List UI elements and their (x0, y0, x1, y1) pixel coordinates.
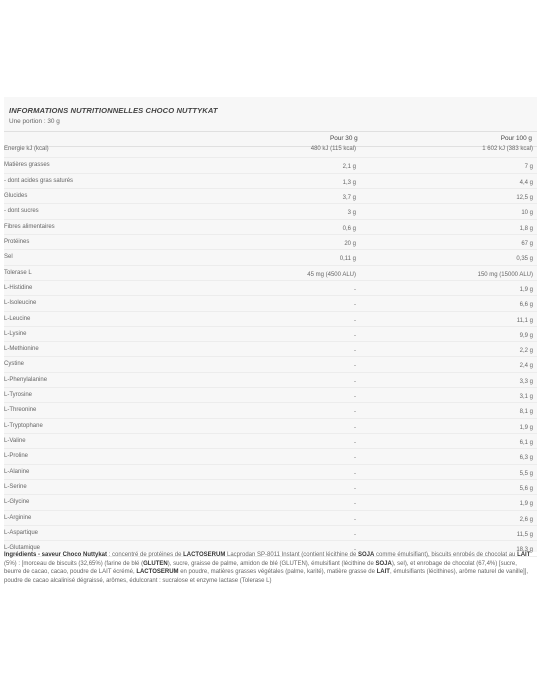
page-title: INFORMATIONS NUTRITIONNELLES CHOCO NUTTYKAT (9, 106, 218, 115)
value-per-100g: 7 g (524, 164, 533, 171)
nutrient-name: L-Arginine (4, 514, 32, 521)
nutrient-name: L-Lysine (4, 330, 27, 337)
value-per-portion: - (354, 486, 356, 493)
table-row (4, 174, 537, 189)
ingredient-highlight: GLUTEN (143, 560, 168, 567)
value-per-portion: 1,3 g (342, 179, 356, 186)
nutrient-name: L-Histidine (4, 284, 33, 291)
value-per-portion: - (354, 516, 356, 523)
ingredient-text: ), sucre, graisse de palme, amidon de blé (GLUTEN), émulsifiant (lécithine de (167, 560, 376, 567)
nutrient-name: L-Alanine (4, 468, 30, 475)
value-per-100g: 5,5 g (519, 470, 533, 477)
ingredient-text: : concentré de protéines de (107, 552, 184, 558)
value-per-100g: 1,9 g (519, 286, 533, 293)
nutrient-name: Tolerase L (4, 269, 32, 276)
ingredient-highlight: LACTOSERUM (183, 552, 226, 558)
nutrient-name: L-Serine (4, 484, 27, 491)
value-per-100g: 1 602 kJ (383 kcal) (482, 146, 533, 152)
column-header-per-portion: Pour 30 g (330, 135, 358, 142)
table-row (4, 357, 537, 372)
table-row (4, 388, 537, 403)
table-row (4, 403, 537, 418)
value-per-portion: - (354, 302, 356, 309)
ingredient-text: Lacprodan SP-8011 Instant (contient lécithine de (225, 552, 358, 558)
value-per-portion: - (354, 332, 356, 339)
nutrient-name: L-Leucine (4, 315, 31, 322)
nutrient-name: L-Glycine (4, 499, 30, 506)
value-per-100g: 8,1 g (519, 409, 533, 416)
value-per-100g: 5,6 g (519, 486, 533, 493)
value-per-100g: 2,2 g (519, 348, 533, 355)
table-row (4, 235, 537, 250)
column-header-per-100g: Pour 100 g (500, 135, 532, 142)
table-row (4, 204, 537, 219)
nutrient-name: L-Phenylalanine (4, 376, 48, 383)
nutrient-name: L-Threonine (4, 407, 37, 414)
value-per-100g: 4,4 g (519, 179, 533, 186)
value-per-portion: - (354, 286, 356, 293)
table-row (4, 220, 537, 235)
value-per-portion: 45 mg (4500 ALU) (307, 271, 356, 278)
nutrient-name: Energie kJ (kcal) (4, 146, 49, 152)
ingredient-highlight: LACTOSERUM (136, 569, 179, 575)
table-row (4, 327, 537, 342)
value-per-portion: 2,1 g (342, 164, 356, 171)
value-per-100g: 18,3 g (516, 547, 533, 554)
value-per-portion: - (354, 440, 356, 447)
nutrient-name: L-Proline (4, 453, 29, 460)
nutrient-name: - dont sucres (4, 208, 39, 215)
value-per-portion: - (354, 363, 356, 370)
value-per-portion: 480 kJ (115 kcal) (310, 146, 356, 152)
nutrient-name: Cystine (4, 361, 25, 368)
value-per-100g: 67 g (521, 240, 533, 247)
table-row (4, 373, 537, 388)
portion-size: Une portion : 30 g (9, 118, 60, 125)
value-per-100g: 9,9 g (519, 332, 533, 339)
ingredient-text: en poudre, matières grasses végétales (palme, karité), matière grasse de (178, 569, 377, 575)
ingredient-highlight: Ingrédients - saveur Choco Nuttykat (4, 552, 108, 558)
table-row (4, 419, 537, 434)
value-per-portion: - (354, 501, 356, 508)
value-per-portion: - (354, 455, 356, 462)
value-per-100g: 150 mg (15000 ALU) (477, 271, 533, 278)
table-row (4, 434, 537, 449)
value-per-100g: 12,5 g (516, 194, 533, 201)
value-per-100g: 6,3 g (519, 455, 533, 462)
value-per-100g: 3,3 g (519, 378, 533, 385)
ingredients-text (4, 551, 534, 585)
table-row (4, 449, 537, 464)
value-per-100g: 2,4 g (519, 363, 533, 370)
value-per-100g: 3,1 g (519, 394, 533, 401)
nutrient-name: Fibres alimentaires (4, 223, 55, 230)
table-row (4, 312, 537, 327)
value-per-portion: - (354, 532, 356, 538)
nutrient-name: L-Glutamique (4, 545, 41, 552)
ingredient-text: ), sel), et enrobage de chocolat (67,4%) [sucre, beurre de cacao, cacao, poudre de LAIT écrémé, (4, 560, 517, 575)
nutrient-name: Sel (4, 254, 13, 261)
table-row (4, 281, 537, 296)
table-row (4, 342, 537, 357)
value-per-portion: - (354, 348, 356, 355)
table-row (4, 465, 537, 480)
ingredient-text: , émulsifiants (lécithines), arôme naturel de vanille]], poudre de cacao alcalinisé dégraissé, arômes, édulcorant : sucralose et enzyme lactase (Tolerase L) (4, 569, 529, 584)
nutrient-name: - dont acides gras saturés (4, 177, 74, 184)
value-per-portion: - (354, 424, 356, 431)
nutrient-name: L-Isoleucine (4, 300, 37, 307)
value-per-portion: - (354, 470, 356, 477)
ingredient-highlight: LAIT (517, 552, 531, 558)
value-per-portion: - (354, 317, 356, 324)
value-per-100g: 6,6 g (519, 302, 533, 309)
value-per-100g: 1,8 g (519, 225, 533, 232)
value-per-portion: 0,6 g (342, 225, 356, 232)
value-per-portion: 20 g (344, 240, 356, 247)
ingredient-text: comme émulsifiant), biscuits enrobés de chocolat au (374, 552, 518, 558)
table-row (4, 250, 537, 265)
table-row (4, 189, 537, 204)
value-per-100g: 2,6 g (519, 516, 533, 523)
value-per-100g: 6,1 g (519, 440, 533, 447)
ingredient-highlight: LAIT (376, 569, 390, 575)
ingredient-text: (5%) : [morceau de biscuits (32,65%) (farine de blé ( (4, 560, 144, 567)
value-per-portion: 0,11 g (339, 256, 356, 263)
value-per-100g: 1,9 g (519, 501, 533, 508)
value-per-portion: 3,7 g (342, 194, 356, 201)
table-row (4, 480, 537, 495)
table-row (4, 495, 537, 510)
table-row (4, 143, 537, 158)
nutrient-name: Protéines (4, 238, 30, 245)
nutrient-name: Matières grasses (4, 162, 50, 169)
nutrient-name: L-Aspartique (4, 530, 39, 536)
value-per-100g: 0,35 g (516, 256, 533, 263)
value-per-portion: 3 g (347, 210, 356, 217)
value-per-portion: - (354, 378, 356, 385)
ingredient-highlight: SOJA (357, 552, 375, 558)
nutrient-name: L-Valine (4, 438, 26, 445)
value-per-100g: 10 g (521, 210, 533, 217)
value-per-100g: 11,5 g (516, 532, 533, 538)
table-row (4, 296, 537, 311)
nutrient-name: L-Tyrosine (4, 392, 33, 399)
nutrient-name: L-Tryptophane (4, 422, 43, 429)
table-row (4, 158, 537, 173)
table-row (4, 526, 537, 541)
ingredient-highlight: SOJA (375, 560, 392, 567)
value-per-portion: - (354, 394, 356, 401)
value-per-portion: - (354, 547, 356, 554)
value-per-portion: - (354, 409, 356, 416)
value-per-100g: 11,1 g (516, 317, 533, 324)
nutrient-name: L-Methionine (4, 346, 39, 353)
table-row (4, 266, 537, 281)
value-per-100g: 1,9 g (519, 424, 533, 431)
table-row (4, 511, 537, 526)
nutrient-name: Glucides (4, 192, 28, 199)
